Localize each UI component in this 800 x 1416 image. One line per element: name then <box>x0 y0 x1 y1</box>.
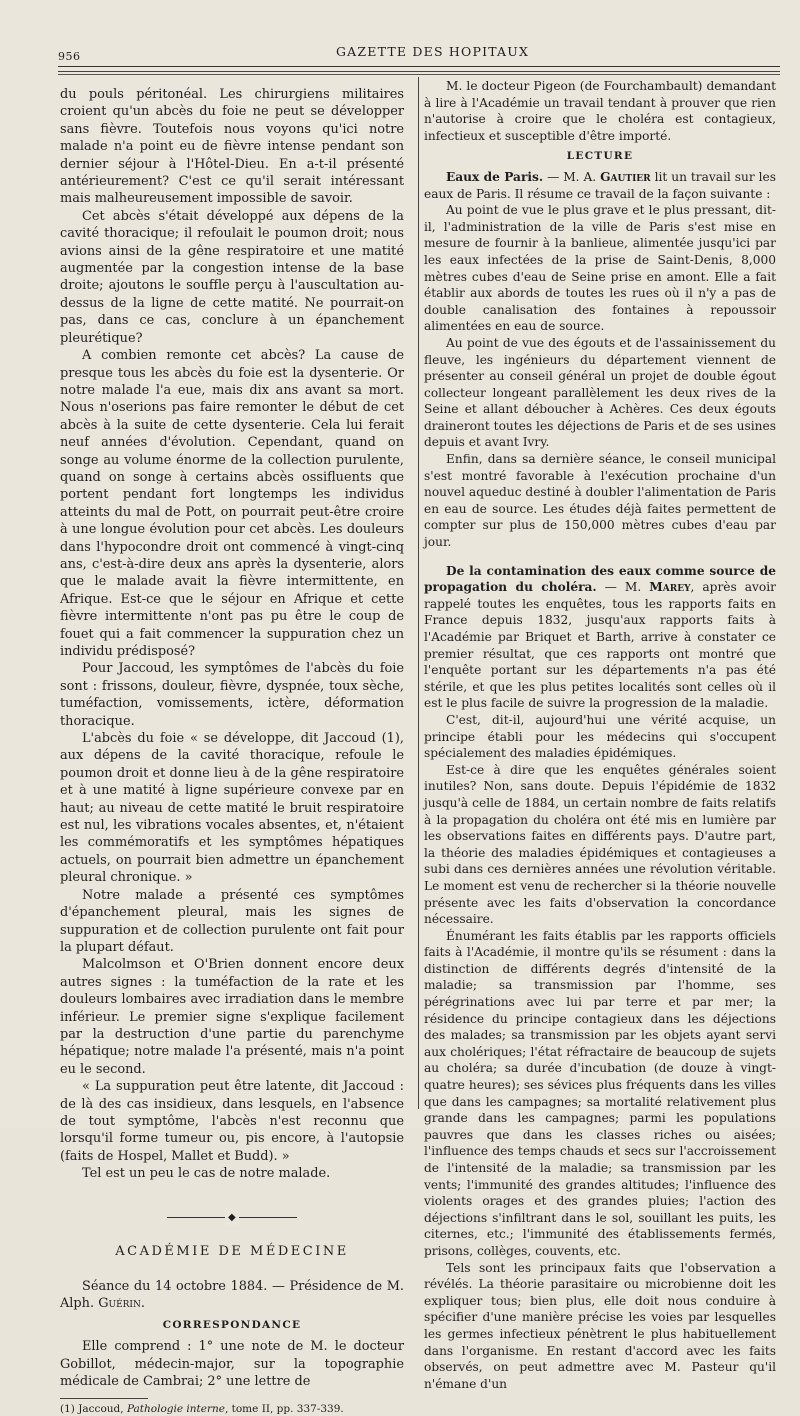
paragraph: Tels sont les principaux faits que l'observation a révélés. La théorie parasitaire ou microbienne doit les expliquer tous; bien plus, elle doit nous conduire à spécifier d'une manière précise les voies par lesquelles les germes infectieux pénètrent le plus habituellement dans l'organisme. En restant d'accord avec les faits observés, on peut admettre avec M. Pasteur qu'il n'émane d'un <box>424 1260 776 1391</box>
paragraph: Au point de vue le plus grave et le plus pressant, dit-il, l'administration de la ville de Paris s'est mise en mesure de fournir à la banlieue, alimentée jusqu'ici par les eaux infectées de la prise de Saint-Denis, 8,000 mètres cubes d'eau de Seine prise en amont. Elle a fait établir aux abords de toutes les rues où il n'y a pas de double canalisation des fontaines à repoussoir alimentées en eau de source. <box>424 203 776 334</box>
seance-suffix: . <box>140 1296 145 1312</box>
eaux-author: Gautier <box>600 169 651 184</box>
contamination-rest: , après avoir rappelé toutes les enquêtes, tous les rapports faits en France depuis 1832, jusqu'aux rapports faits à l'Académie par Briquet et Barth, arrive à constater ce premier résultat, que ces rapports ont montré que l'enquête portant sur les départements n'a pas été stérile, et que les plus petites localités sont celles où il est le plus facile de suivre la progression de la maladie. <box>424 580 776 711</box>
paragraph: Est-ce à dire que les enquêtes générales soient inutiles? Non, sans doute. Depuis l'épidémie de 1832 jusqu'à celle de 1884, un certain nombre de faits relatifs à la propagation du choléra ont été mis en lumière par les observations faites en différents pays. D'autre part, la théorie des maladies épidémiques et contagieuses a subi dans ces dernières années une révolution véritable. Le moment est venu de rechercher si la théorie nouvelle présente avec les faits d'observation la concordance nécessaire. <box>424 762 776 927</box>
footnote-title: Pathologie interne <box>126 1403 225 1416</box>
spacer <box>424 551 776 563</box>
paragraph: Au point de vue des égouts et de l'assainissement du fleuve, les ingénieurs du département viennent de présenter au conseil général un projet de double égout collecteur longeant parallèlement les deux rives de la Seine et allant déboucher à Achères. Ces deux égouts draineront toutes les déjections de Paris et de ses usines depuis et avant Ivry. <box>424 335 776 450</box>
contamination-lead-paragraph <box>424 563 776 712</box>
header-rule-thin <box>58 74 780 75</box>
contamination-dash: — M. <box>596 580 650 595</box>
page-header <box>58 44 780 62</box>
seance-text: Séance du 14 octobre 1884. — Présidence de M. Alph. <box>60 1279 404 1312</box>
footnote-rule <box>60 1398 148 1399</box>
paragraph: Malcolmson et O'Brien donnent encore deux autres signes : la tuméfaction de la rate et les douleurs lombaires avec irradiation dans le membre inférieur. Le premier signe s'explique facilement par la destruction d'une partie du parenchyme hépatique; notre malade l'a présenté, mais n'a point eu le second. <box>60 957 404 1077</box>
section-ornament <box>167 1213 297 1221</box>
section-title-academie: ACADÉMIE DE MÉDECINE <box>115 1243 349 1259</box>
left-column <box>60 86 404 1416</box>
seance-line <box>60 1278 404 1313</box>
eaux-lead-paragraph <box>424 169 776 202</box>
paragraph: Pour Jaccoud, les symptômes de l'abcès du foie sont : frissons, douleur, fièvre, dyspnée, toux sèche, tuméfaction, vomissements, ictère, déformation thoracique. <box>60 661 404 729</box>
paragraph: Tel est un peu le cas de notre malade. <box>82 1166 331 1182</box>
paragraph: du pouls péritonéal. Les chirurgiens militaires croient qu'un abcès du foie ne peut se développer sans fièvre. Toutefois nous voyons qu'ici notre malade n'a point eu de fièvre intense pendant son dernier séjour à l'Hôtel-Dieu. En a-t-il présenté antérieurement? C'est ce qu'il serait intéressant mais malheureusement impossible de savoir. <box>60 87 404 207</box>
paragraph: Notre malade a présenté ces symptômes d'épanchement pleural, mais les signes de suppuration et de collection purulente ont fait pour la plupart défaut. <box>60 887 404 955</box>
correspondance-title: CORRESPONDANCE <box>162 1318 302 1331</box>
paragraph: A combien remonte cet abcès? La cause de presque tous les abcès du foie est la dysenterie. Or notre malade l'a eue, mais dix ans avant sa mort. Nous n'oserions pas faire remonter le début de cet abcès à la suite de cette dysenterie. Cela lui ferait neuf années d'évolution. Cependant, quand on songe au volume énorme de la collection purulente, quand on songe à certains abcès ossifluents que portent pendant fort longtemps les individus atteints du mal de Pott, on pourrait peut-être croire à une longue évolution pour cet abcès. Les douleurs dans l'hypocondre droit ont commencé à vingt-cinq ans, c'est-à-dire deux ans après la dysenterie, alors que le malade avait la fièvre intermittente, en Afrique. Est-ce que le séjour en Afrique et cette fièvre intermittente n'ont pas pu être le coup de fouet qui a fait commencer la suppuration chez un individu prédisposé? <box>60 348 404 659</box>
eaux-rest: lit un travail sur les eaux de Paris. Il résume ce travail de la façon suivante : <box>424 169 777 201</box>
paragraph: M. le docteur Pigeon (de Fourchambault) demandant à lire à l'Académie un travail tendant à prouver que rien n'autorise à croire que le choléra est contagieux, infectieux et susceptible d'être importé. <box>424 79 776 143</box>
column-divider <box>418 77 419 1109</box>
paragraph: L'abcès du foie « se développe, dit Jaccoud (1), aux dépens de la cavité thoracique, refoule le poumon droit et donne lieu à de la gêne respiratoire et à une matité à ligne supérieure convexe par en haut; au niveau de cette matité le bruit respiratoire est nul, les vibrations vocales absentes, et, n'étaient les commémoratifs et les symptômes hépatiques actuels, on pourrait bien admettre un épanchement pleural chronique. » <box>60 731 404 886</box>
header-rule <box>58 66 780 72</box>
running-title: GAZETTE DES HOPITAUX <box>336 44 530 59</box>
paragraph: C'est, dit-il, aujourd'hui une vérité acquise, un principe établi pour les médecins qui s'occupent spécialement des maladies épidémiques. <box>424 712 776 761</box>
eaux-dash: — M. A. <box>543 169 601 184</box>
eaux-heading: Eaux de Paris. <box>446 169 544 184</box>
footnote-suffix: , tome II, pp. 337-339. <box>224 1403 344 1416</box>
paragraph: Enfin, dans sa dernière séance, le conseil municipal s'est montré favorable à l'exécution prochaine d'un nouvel aqueduc destiné à doubler l'alimentation de Paris en eau de source. Les études déjà faites permettent de compter sur plus de 150,000 mètres cubes d'eau par jour. <box>424 452 776 550</box>
contamination-author: Marey <box>649 580 691 595</box>
right-column <box>424 78 776 1392</box>
page-number: 956 <box>58 50 81 63</box>
paragraph: « La suppuration peut être latente, dit Jaccoud : de là des cas insidieux, dans lesquels, en l'absence de tout symptôme, l'abcès n'est reconnu que lorsqu'il forme tumeur ou, pis encore, à l'autopsie (faits de Hospel, Mallet et Budd). » <box>60 1079 404 1164</box>
lecture-title: LECTURE <box>566 150 634 163</box>
footnote-prefix: (1) Jaccoud, <box>60 1403 127 1416</box>
correspondance-text: Elle comprend : 1° une note de M. le docteur Gobillot, médecin-major, sur la topographie médicale de Cambrai; 2° une lettre de <box>60 1339 404 1390</box>
paragraph: Cet abcès s'était développé aux dépens de la cavité thoracique; il refoulait le poumon droit; nous avions ainsi de la gêne respiratoire et une matité augmentée par la congestion intense de la base droite; ajoutons le souffle perçu à l'auscultation au-dessus de la ligne de cette matité. Ne pourrait-on pas, dans ce cas, conclure à un épanchement pleurétique? <box>60 208 404 346</box>
contamination-heading: De la contamination des eaux comme source de propagation du choléra. <box>424 563 776 595</box>
seance-president: Guérin <box>98 1296 141 1312</box>
footnote <box>60 1403 404 1416</box>
paragraph: Énumérant les faits établis par les rapports officiels faits à l'Académie, il montre qu'ils se résument : dans la distinction de différents degrés d'intensité de la maladie; sa transmission par l'homme, ses pérégrinations avec lui par terre et par mer; la résidence du principe contagieux dans les déjections des malades; sa transmission par les objets ayant servi aux cholériques; l'état réfractaire de beaucoup de sujets au choléra; sa durée d'incubation (de douze à vingt-quatre heures); ses sévices plus fréquents dans les villes que dans les campagnes; sa mortalité relativement plus grande dans les campagnes; parmi les populations pauvres que dans les classes riches ou aisées; l'influence des temps chauds et secs sur l'accroissement de l'intensité de la maladie; sa transmission par les vents; l'immunité des grandes altitudes; l'influence des violents orages et des grandes pluies; l'action des déjections s'infiltrant dans le sol, souillant les puits, les citernes, etc.; l'immunité des établissements fermés, prisons, collèges, couvents, etc. <box>424 928 776 1258</box>
